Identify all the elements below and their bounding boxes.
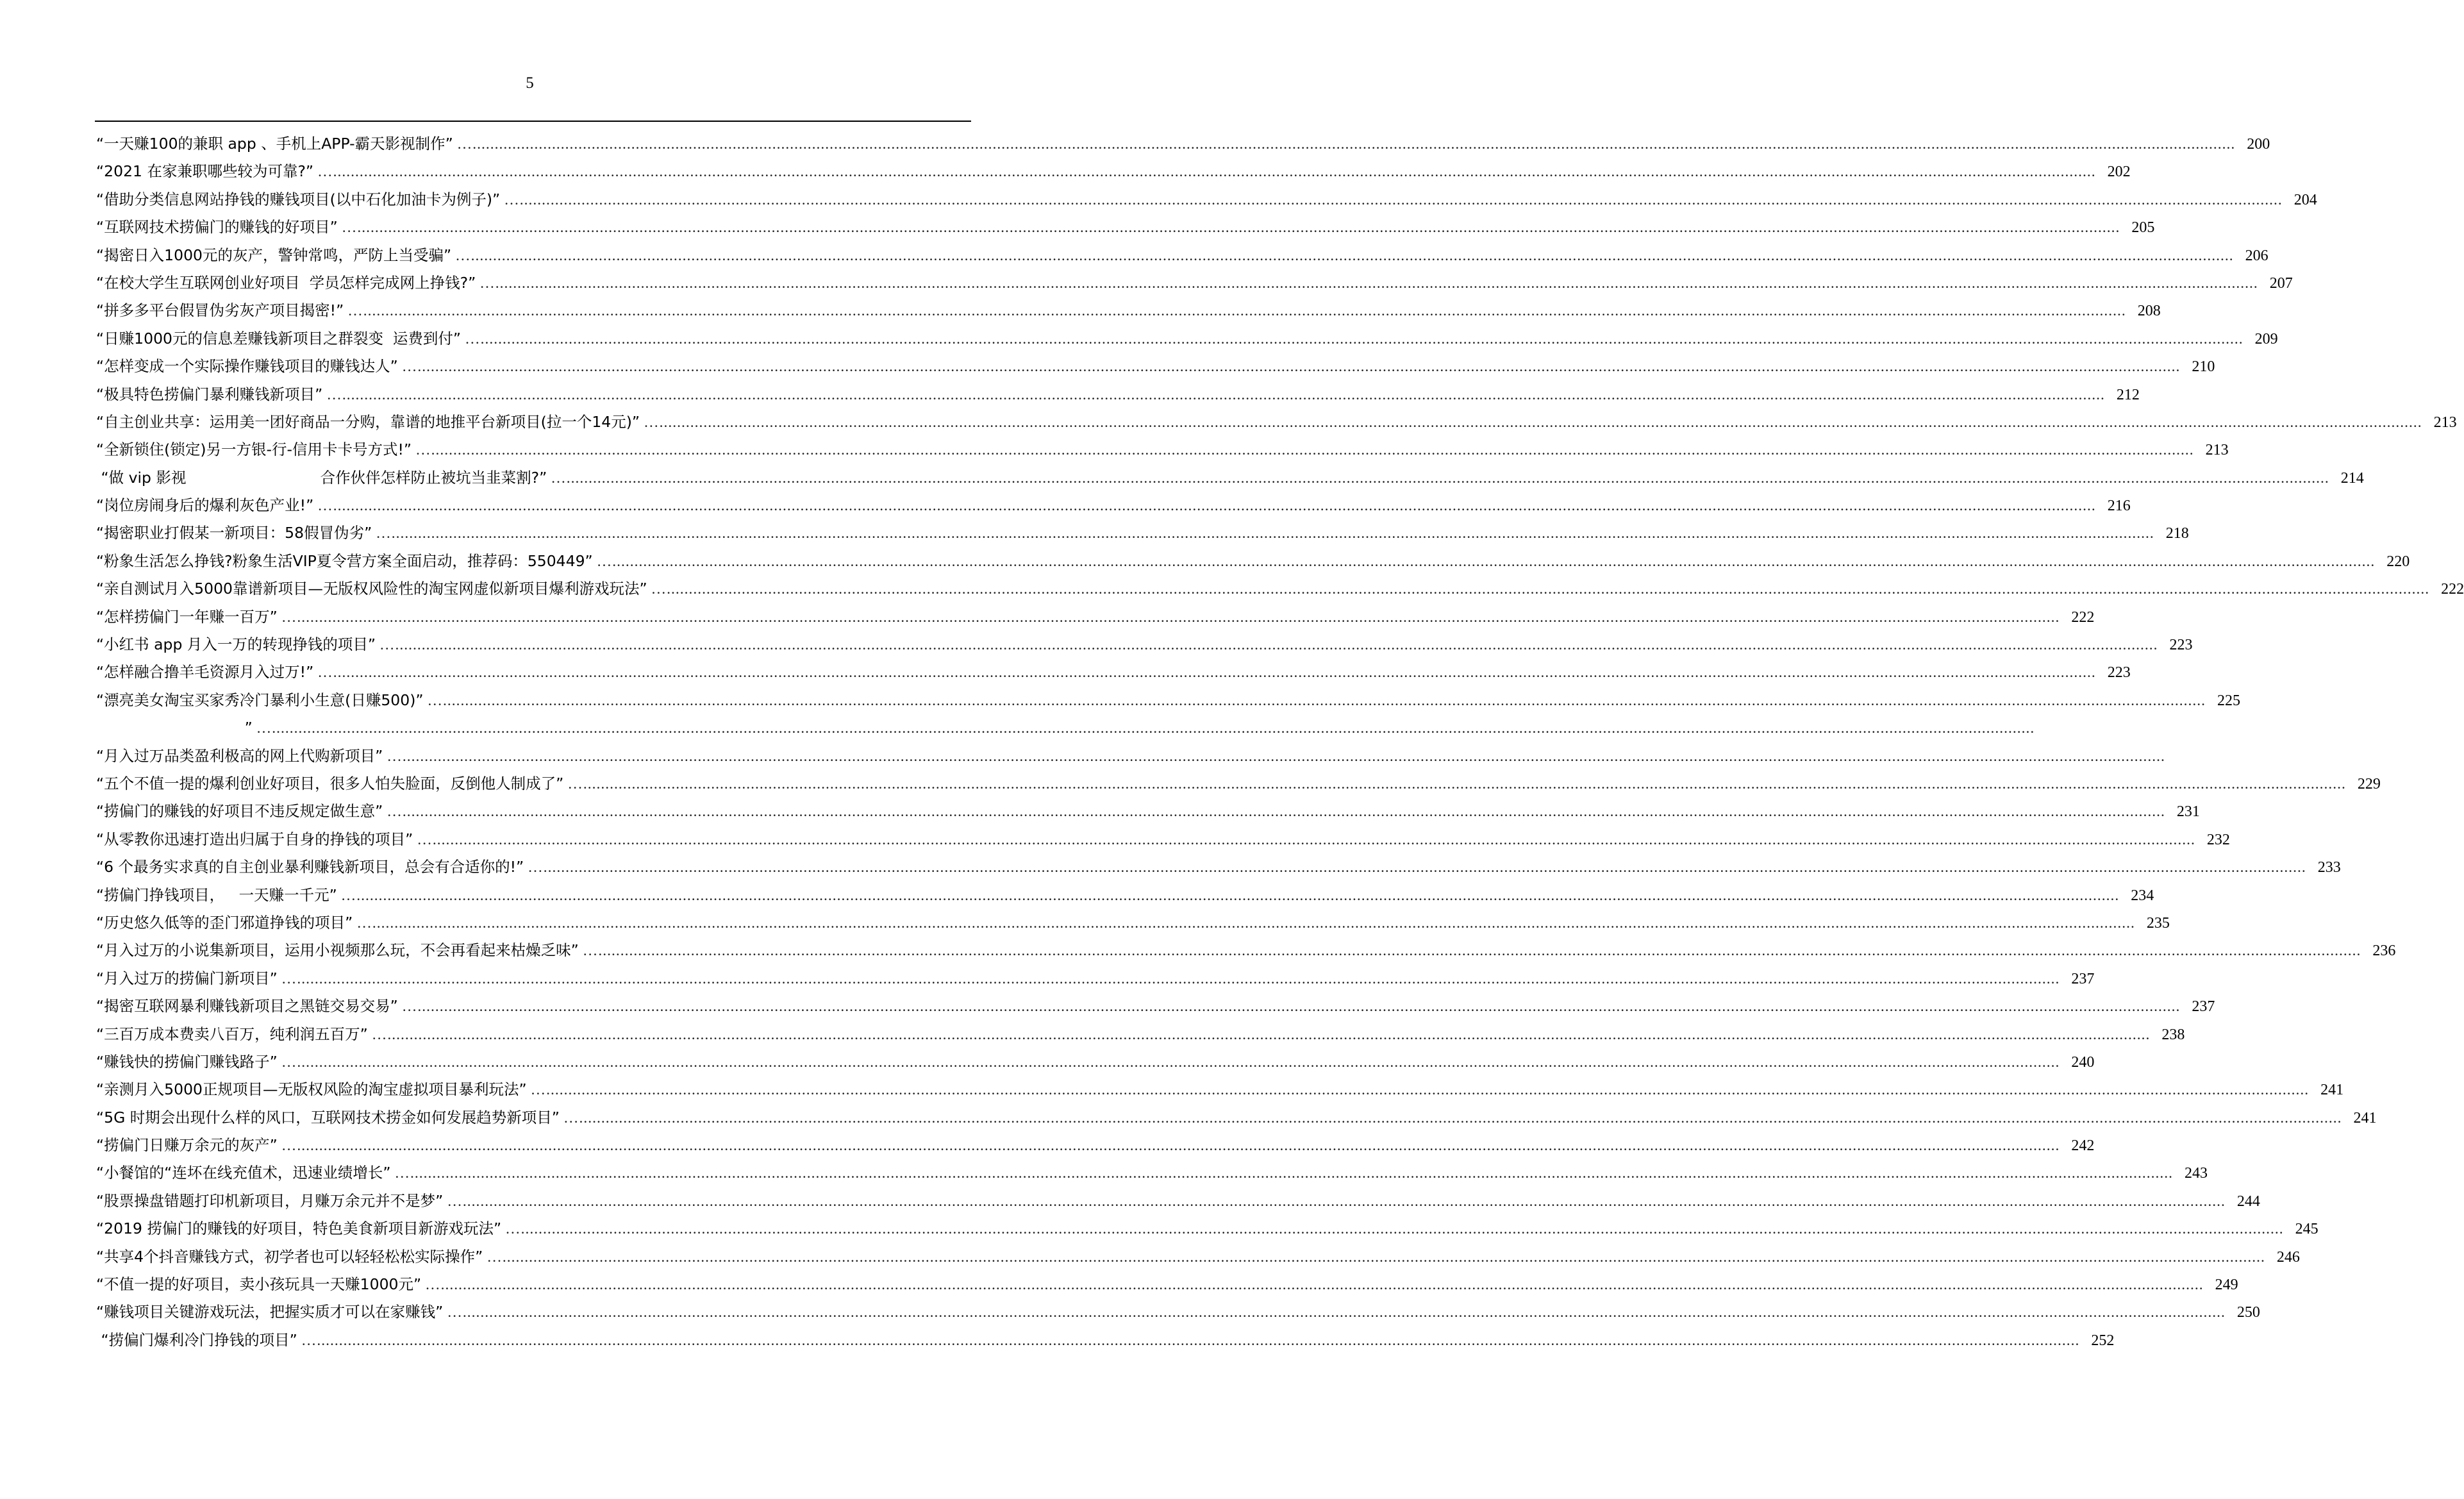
toc-entry-page: 216 xyxy=(2107,498,2131,515)
toc-leader-dots: …................................................................................................................................................................................................................................................................................................................................................................................................................ xyxy=(379,637,2158,654)
toc-entry-title: “捞偏门挣钱项目， 一天赚一千元” xyxy=(96,885,337,904)
toc-entry-page: 220 xyxy=(2386,553,2410,570)
toc-entry-title: “三百万成本费卖八百万，纯利润五百万” xyxy=(96,1025,368,1043)
toc-entry-page: 205 xyxy=(2131,219,2155,237)
toc-entry[interactable] xyxy=(96,687,2241,714)
toc-entry[interactable] xyxy=(96,436,2229,464)
toc-entry-page: 218 xyxy=(2165,525,2189,542)
toc-entry[interactable] xyxy=(96,519,2189,547)
toc-entry-title: “2021 在家兼职哪些较为可靠?” xyxy=(96,162,314,181)
toc-entry-page: 244 xyxy=(2236,1193,2260,1210)
toc-leader-dots: …................................................................................................................................................................................................................................................................................................................................................................................................................ xyxy=(563,1109,2342,1126)
toc-entry-page: 243 xyxy=(2185,1165,2208,1182)
toc-entry[interactable] xyxy=(96,353,2215,380)
toc-entry[interactable] xyxy=(96,381,2140,408)
toc-leader-dots: …................................................................................................................................................................................................................................................................................................................................................................................................................ xyxy=(582,942,2361,960)
toc-leader-dots: …................................................................................................................................................................................................................................................................................................................................................................................................................ xyxy=(487,1248,2265,1266)
toc-entry[interactable] xyxy=(96,1271,2238,1298)
toc-entry[interactable] xyxy=(96,853,2341,881)
toc-leader-dots: …................................................................................................................................................................................................................................................................................................................................................................................................................ xyxy=(530,1082,2310,1099)
toc-entry[interactable] xyxy=(96,492,2131,519)
toc-entry-page: 207 xyxy=(2269,274,2293,292)
toc-entry[interactable] xyxy=(96,464,2364,492)
toc-entry[interactable] xyxy=(96,575,2464,603)
toc-entry-page: 234 xyxy=(2131,887,2154,904)
toc-leader-dots: …................................................................................................................................................................................................................................................................................................................................................................................................................ xyxy=(479,274,2258,292)
toc-leader-dots: …................................................................................................................................................................................................................................................................................................................................................................................................................ xyxy=(427,692,2206,709)
toc-entry-title: “月入过万的小说集新项目，运用小视频那么玩，不会再看起来枯燥乏味” xyxy=(96,941,579,960)
toc-entry-title: ” xyxy=(96,719,253,737)
toc-entry[interactable] xyxy=(96,325,2278,353)
toc-leader-dots: …................................................................................................................................................................................................................................................................................................................................................................................................................ xyxy=(317,664,2096,682)
toc-entry-title: “怎样变成一个实际操作赚钱项目的赚钱达人” xyxy=(96,357,398,376)
toc-entry-title: “6 个最务实求真的自主创业暴利赚钱新项目，总会有合适你的!” xyxy=(96,858,524,876)
toc-entry-page: 229 xyxy=(2357,775,2381,792)
toc-leader-dots: …................................................................................................................................................................................................................................................................................................................................................................................................................ xyxy=(447,1304,2226,1321)
toc-entry-page: 212 xyxy=(2116,386,2140,403)
toc-leader-dots: …................................................................................................................................................................................................................................................................................................................................................................................................................ xyxy=(317,163,2096,181)
toc-entry[interactable] xyxy=(96,1104,2377,1132)
toc-entry[interactable] xyxy=(96,269,2293,297)
table-of-contents xyxy=(96,130,2464,1354)
toc-leader-dots: …................................................................................................................................................................................................................................................................................................................................................................................................................ xyxy=(528,859,2306,876)
toc-entry[interactable] xyxy=(96,242,2268,269)
toc-entry-title: “小餐馆的“连坏在线充值术，迅速业绩增长” xyxy=(96,1164,391,1182)
toc-entry-title: “赚钱项目关键游戏玩法，把握实质才可以在家赚钱” xyxy=(96,1303,444,1321)
toc-leader-dots: …................................................................................................................................................................................................................................................................................................................................................................................................................ xyxy=(281,608,2060,626)
toc-entry-page: 238 xyxy=(2161,1026,2185,1043)
toc-entry-page: 222 xyxy=(2071,608,2095,626)
toc-leader-dots: …................................................................................................................................................................................................................................................................................................................................................................................................................ xyxy=(504,191,2283,208)
toc-leader-dots: …................................................................................................................................................................................................................................................................................................................................................................................................................ xyxy=(567,775,2346,792)
toc-entry[interactable] xyxy=(96,798,2200,825)
toc-leader-dots: …................................................................................................................................................................................................................................................................................................................................................................................................................ xyxy=(401,998,2181,1016)
toc-entry-title: “小红书 app 月入一万的转现挣钱的项目” xyxy=(96,635,376,654)
toc-leader-dots: …................................................................................................................................................................................................................................................................................................................................................................................................................ xyxy=(415,442,2194,459)
toc-entry-title: “亲测月入5000正规项目—无版权风险的淘宝虚拟项目暴利玩法” xyxy=(96,1080,527,1099)
toc-entry-page: 213 xyxy=(2433,414,2457,431)
toc-entry-page: 241 xyxy=(2320,1082,2344,1099)
toc-entry[interactable] xyxy=(96,1215,2318,1243)
toc-leader-dots: …................................................................................................................................................................................................................................................................................................................................................................................................................ xyxy=(347,303,2126,320)
toc-entry[interactable] xyxy=(96,1021,2185,1048)
toc-entry-page: 237 xyxy=(2192,998,2215,1016)
toc-entry-page: 236 xyxy=(2372,942,2396,960)
toc-entry[interactable] xyxy=(96,297,2161,324)
toc-entry-page: 204 xyxy=(2293,191,2317,208)
toc-entry[interactable] xyxy=(96,1243,2300,1271)
toc-leader-dots: …................................................................................................................................................................................................................................................................................................................................................................................................................ xyxy=(376,525,2154,542)
toc-entry-title: “互联网技术捞偏门的赚钱的好项目” xyxy=(96,218,338,237)
toc-leader-dots: …................................................................................................................................................................................................................................................................................................................................................................................................................ xyxy=(394,1165,2174,1182)
toc-entry[interactable] xyxy=(96,1076,2344,1103)
toc-entry[interactable] xyxy=(96,1159,2208,1187)
toc-entry-title: “揭密日入1000元的灰产，警钟常鸣，严防上当受骗” xyxy=(96,246,452,264)
toc-entry-page: 250 xyxy=(2236,1304,2260,1321)
toc-leader-dots: …................................................................................................................................................................................................................................................................................................................................................................................................................ xyxy=(447,1193,2226,1210)
toc-entry-title: “5G 时期会出现什么样的风口，互联网技术捞金如何发展趋势新项目” xyxy=(96,1108,560,1126)
toc-entry-title: “拼多多平台假冒伪劣灰产项目揭密!” xyxy=(96,301,344,320)
toc-entry-title: “怎样融合撸羊毛资源月入过万!” xyxy=(96,663,314,682)
toc-entry[interactable] xyxy=(96,130,2270,158)
toc-entry-title: “历史悠久低等的歪门邪道挣钱的项目” xyxy=(96,913,353,932)
toc-entry[interactable] xyxy=(96,909,2170,937)
toc-entry[interactable] xyxy=(96,714,2035,742)
toc-entry-title: “赚钱快的捞偏门赚钱路子” xyxy=(96,1052,278,1071)
toc-entry-page: 231 xyxy=(2176,803,2200,821)
toc-entry[interactable] xyxy=(96,1327,2115,1354)
toc-entry-title: “在校大学生互联网创业好项目 学员怎样完成网上挣钱?” xyxy=(96,273,476,292)
toc-entry[interactable] xyxy=(96,631,2193,658)
toc-entry[interactable] xyxy=(96,408,2457,436)
toc-leader-dots: …................................................................................................................................................................................................................................................................................................................................................................................................................ xyxy=(417,831,2195,848)
toc-entry-title: “全新锁住(锁定)另一方银-行-信用卡卡号方式!” xyxy=(96,440,412,459)
toc-entry[interactable] xyxy=(96,186,2317,214)
toc-leader-dots: …................................................................................................................................................................................................................................................................................................................................................................................................................ xyxy=(256,720,2035,737)
toc-entry[interactable] xyxy=(96,770,2381,798)
toc-leader-dots: …................................................................................................................................................................................................................................................................................................................................................................................................................ xyxy=(340,887,2120,904)
toc-entry-title: “捞偏门日赚万余元的灰产” xyxy=(96,1136,278,1155)
toc-entry-title: “粉象生活怎么挣钱?粉象生活VIP夏令营方案全面启动，推荐码：550449” xyxy=(96,551,593,570)
toc-entry-title: “五个不值一提的爆利创业好项目，很多人怕失脸面，反倒他人制成了” xyxy=(96,774,564,792)
toc-entry-title: “日赚1000元的信息差赚钱新项目之群裂变 运费到付” xyxy=(96,329,462,348)
toc-entry-title: “不值一提的好项目，卖小孩玩具一天赚1000元” xyxy=(96,1275,422,1294)
toc-entry-page: 214 xyxy=(2340,469,2364,487)
toc-entry-title: “漂亮美女淘宝买家秀冷门暴利小生意(日赚500)” xyxy=(96,691,424,709)
toc-leader-dots: …................................................................................................................................................................................................................................................................................................................................................................................................................ xyxy=(651,581,2430,598)
toc-entry[interactable] xyxy=(96,1187,2260,1215)
toc-entry-page: 242 xyxy=(2071,1137,2095,1155)
toc-leader-dots: …................................................................................................................................................................................................................................................................................................................................................................................................................ xyxy=(456,136,2236,153)
header-rule xyxy=(95,121,971,122)
toc-leader-dots: …................................................................................................................................................................................................................................................................................................................................................................................................................ xyxy=(465,330,2243,348)
toc-entry-title: “一天赚100的兼职 app 、手机上APP-霸天影视制作” xyxy=(96,135,453,153)
toc-entry-title: “揭密职业打假某一新项目：58假冒伪劣” xyxy=(96,524,372,542)
toc-entry[interactable] xyxy=(96,548,2410,575)
toc-entry-title: “2019 捞偏门的赚钱的好项目，特色美食新项目新游戏玩法” xyxy=(96,1219,502,1238)
toc-leader-dots: …................................................................................................................................................................................................................................................................................................................................................................................................................ xyxy=(281,1137,2060,1155)
toc-entry-title: “股票操盘错题打印机新项目，月赚万余元并不是梦” xyxy=(96,1191,444,1210)
toc-entry-page: 202 xyxy=(2107,163,2131,181)
toc-entry[interactable] xyxy=(96,826,2230,853)
toc-entry[interactable] xyxy=(96,214,2155,241)
toc-entry[interactable] xyxy=(96,742,2165,770)
toc-entry-page: 223 xyxy=(2169,637,2193,654)
toc-entry-page: 241 xyxy=(2353,1109,2377,1126)
toc-leader-dots: …................................................................................................................................................................................................................................................................................................................................................................................................................ xyxy=(401,358,2181,376)
toc-entry-page: 213 xyxy=(2205,442,2229,459)
toc-entry[interactable] xyxy=(96,882,2154,909)
toc-entry-title: “自主创业共享：运用美一团好商品一分购，靠谱的地推平台新项目(拉一个14元)” xyxy=(96,412,640,431)
toc-leader-dots: …................................................................................................................................................................................................................................................................................................................................................................................................................ xyxy=(317,498,2096,515)
toc-leader-dots: …................................................................................................................................................................................................................................................................................................................................................................................................................ xyxy=(281,970,2060,987)
toc-entry-page: 223 xyxy=(2107,664,2131,682)
toc-entry[interactable] xyxy=(96,158,2131,185)
toc-leader-dots: …................................................................................................................................................................................................................................................................................................................................................................................................................ xyxy=(301,1332,2080,1349)
toc-entry-title: “捞偏门的赚钱的好项目不违反规定做生意” xyxy=(96,802,383,821)
toc-entry[interactable] xyxy=(96,1048,2095,1076)
toc-entry-title: “怎样捞偏门一年赚一百万” xyxy=(96,607,278,626)
toc-leader-dots: …................................................................................................................................................................................................................................................................................................................................................................................................................ xyxy=(551,469,2329,487)
toc-entry[interactable] xyxy=(96,965,2095,992)
toc-entry-page: 206 xyxy=(2245,247,2268,264)
toc-entry-page: 208 xyxy=(2137,303,2161,320)
toc-entry-page: 245 xyxy=(2295,1221,2318,1238)
toc-leader-dots: …................................................................................................................................................................................................................................................................................................................................................................................................................ xyxy=(281,1053,2060,1071)
toc-entry[interactable] xyxy=(96,603,2095,631)
toc-entry-page: 233 xyxy=(2317,859,2341,876)
toc-entry[interactable] xyxy=(96,1298,2260,1326)
toc-entry[interactable] xyxy=(96,658,2131,686)
toc-leader-dots: …................................................................................................................................................................................................................................................................................................................................................................................................................ xyxy=(387,803,2165,821)
toc-entry-title: “月入过万的捞偏门新项目” xyxy=(96,969,278,987)
toc-leader-dots: …................................................................................................................................................................................................................................................................................................................................................................................................................ xyxy=(596,553,2376,570)
toc-entry-title: “借助分类信息网站挣钱的赚钱项目(以中石化加油卡为例子)” xyxy=(96,190,501,208)
toc-leader-dots: …................................................................................................................................................................................................................................................................................................................................................................................................................ xyxy=(455,247,2234,264)
toc-entry-title: “岗位房闹身后的爆利灰色产业!” xyxy=(96,496,314,515)
toc-entry-title: “月入过万品类盈利极高的网上代购新项目” xyxy=(96,746,383,765)
toc-entry-page: 209 xyxy=(2254,330,2278,348)
toc-entry-title: “捞偏门爆利冷门挣钱的项目” xyxy=(96,1330,297,1349)
toc-entry-page: 225 xyxy=(2217,692,2241,709)
toc-entry-title: “共享4个抖音赚钱方式，初学者也可以轻轻松松实际操作” xyxy=(96,1247,483,1266)
toc-entry-page: 232 xyxy=(2206,831,2230,848)
toc-leader-dots: …................................................................................................................................................................................................................................................................................................................................................................................................................ xyxy=(371,1026,2151,1043)
toc-leader-dots: …................................................................................................................................................................................................................................................................................................................................................................................................................ xyxy=(425,1277,2204,1294)
toc-entry-page: 246 xyxy=(2276,1248,2300,1266)
toc-entry[interactable] xyxy=(96,937,2396,964)
toc-leader-dots: …................................................................................................................................................................................................................................................................................................................................................................................................................ xyxy=(326,386,2105,403)
toc-entry[interactable] xyxy=(96,1132,2095,1159)
toc-entry-title: “揭密互联网暴利赚钱新项目之黑链交易交易” xyxy=(96,997,398,1016)
toc-entry-page: 210 xyxy=(2192,358,2215,376)
toc-leader-dots: …................................................................................................................................................................................................................................................................................................................................................................................................................ xyxy=(644,414,2422,431)
toc-entry-page: 237 xyxy=(2071,970,2095,987)
toc-entry-page: 252 xyxy=(2091,1332,2115,1349)
toc-entry-title: “从零教你迅速打造出归属于自身的挣钱的项目” xyxy=(96,830,413,848)
toc-leader-dots: …................................................................................................................................................................................................................................................................................................................................................................................................................ xyxy=(356,914,2135,932)
page-number: 5 xyxy=(526,74,534,92)
toc-leader-dots: …................................................................................................................................................................................................................................................................................................................................................................................................................ xyxy=(505,1221,2284,1238)
toc-entry-title: “极具特色捞偏门暴利赚钱新项目” xyxy=(96,385,323,403)
toc-leader-dots: …................................................................................................................................................................................................................................................................................................................................................................................................................ xyxy=(387,748,2165,765)
toc-entry[interactable] xyxy=(96,992,2215,1020)
toc-entry-page: 240 xyxy=(2071,1053,2095,1071)
toc-entry-page: 200 xyxy=(2247,136,2270,153)
toc-entry-title: “做 vip 影视 合作伙伴怎样防止被坑当韭菜割?” xyxy=(96,468,547,487)
toc-entry-page: 235 xyxy=(2146,914,2170,932)
toc-entry-title: “亲自测试月入5000靠谱新项目—无版权风险性的淘宝网虚似新项目爆利游戏玩法” xyxy=(96,580,647,598)
toc-entry-page: 222 xyxy=(2441,581,2464,598)
toc-leader-dots: …................................................................................................................................................................................................................................................................................................................................................................................................................ xyxy=(341,219,2120,237)
toc-entry-page: 249 xyxy=(2215,1277,2238,1294)
